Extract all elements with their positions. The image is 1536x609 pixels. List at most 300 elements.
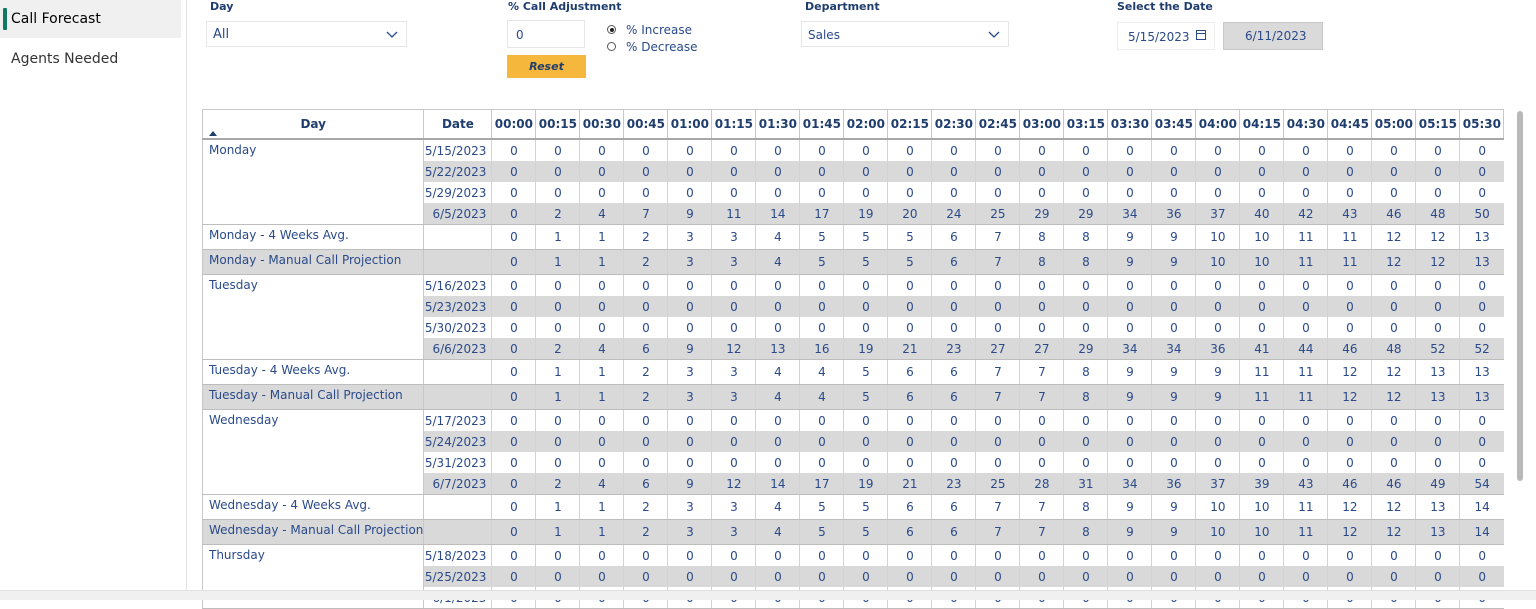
- date-cell: [424, 250, 492, 275]
- value-cell: 0: [1416, 545, 1460, 567]
- value-cell: 3: [668, 495, 712, 520]
- column-header-time[interactable]: 01:30: [756, 110, 800, 140]
- nav-item-agents-needed[interactable]: [0, 40, 181, 78]
- value-cell: 0: [756, 139, 800, 161]
- column-header-time[interactable]: 01:45: [800, 110, 844, 140]
- value-cell: 0: [932, 161, 976, 182]
- value-cell: 6: [932, 360, 976, 385]
- day-filter-label: Day: [210, 0, 234, 13]
- end-date-input[interactable]: [1223, 22, 1323, 50]
- value-cell: 0: [1460, 410, 1504, 432]
- column-header-time[interactable]: 04:30: [1284, 110, 1328, 140]
- value-cell: 0: [580, 431, 624, 452]
- value-cell: 0: [492, 296, 536, 317]
- table-row: [203, 225, 1504, 250]
- value-cell: 0: [1108, 452, 1152, 473]
- column-header-time[interactable]: 05:30: [1460, 110, 1504, 140]
- value-cell: 7: [976, 250, 1020, 275]
- date-cell: [424, 225, 492, 250]
- value-cell: 23: [932, 338, 976, 360]
- value-cell: 12: [1328, 520, 1372, 545]
- value-cell: 25: [976, 473, 1020, 495]
- date-cell: 5/23/2023: [424, 296, 492, 317]
- value-cell: 0: [1284, 139, 1328, 161]
- value-cell: 0: [624, 566, 668, 587]
- value-cell: 0: [492, 250, 536, 275]
- value-cell: 0: [624, 452, 668, 473]
- value-cell: 0: [888, 139, 932, 161]
- value-cell: 1: [580, 520, 624, 545]
- value-cell: 6: [888, 360, 932, 385]
- value-cell: 0: [712, 566, 756, 587]
- value-cell: 0: [1460, 161, 1504, 182]
- value-cell: 0: [888, 182, 932, 203]
- column-header-date[interactable]: [424, 110, 492, 140]
- value-cell: 0: [932, 431, 976, 452]
- value-cell: 41: [1240, 338, 1284, 360]
- value-cell: 0: [1372, 182, 1416, 203]
- value-cell: 29: [1020, 203, 1064, 225]
- value-cell: 0: [492, 139, 536, 161]
- value-cell: 5: [800, 225, 844, 250]
- value-cell: 46: [1372, 203, 1416, 225]
- value-cell: 10: [1196, 520, 1240, 545]
- value-cell: 0: [536, 410, 580, 432]
- value-cell: 0: [580, 410, 624, 432]
- day-cell: Tuesday - Manual Call Projection: [203, 385, 424, 410]
- value-cell: 13: [1416, 495, 1460, 520]
- value-cell: 0: [1328, 139, 1372, 161]
- value-cell: 0: [888, 545, 932, 567]
- value-cell: 12: [1372, 520, 1416, 545]
- value-cell: 0: [624, 317, 668, 338]
- value-cell: 9: [1196, 385, 1240, 410]
- value-cell: 0: [1108, 431, 1152, 452]
- value-cell: 0: [1108, 182, 1152, 203]
- value-cell: 0: [1372, 452, 1416, 473]
- value-cell: 40: [1240, 203, 1284, 225]
- value-cell: 0: [1284, 275, 1328, 297]
- column-header-time[interactable]: 03:15: [1064, 110, 1108, 140]
- value-cell: 0: [668, 275, 712, 297]
- value-cell: 0: [844, 452, 888, 473]
- value-cell: 0: [976, 431, 1020, 452]
- value-cell: 0: [1240, 139, 1284, 161]
- value-cell: 7: [1020, 385, 1064, 410]
- value-cell: 0: [492, 452, 536, 473]
- date-filter-label: Select the Date: [1117, 0, 1213, 13]
- value-cell: 10: [1240, 520, 1284, 545]
- value-cell: 2: [536, 338, 580, 360]
- value-cell: 8: [1020, 225, 1064, 250]
- value-cell: 0: [756, 431, 800, 452]
- value-cell: 0: [1152, 431, 1196, 452]
- value-cell: 8: [1020, 250, 1064, 275]
- value-cell: 0: [756, 275, 800, 297]
- value-cell: 0: [888, 317, 932, 338]
- value-cell: 9: [668, 473, 712, 495]
- value-cell: 0: [1020, 296, 1064, 317]
- column-header-time[interactable]: 04:00: [1196, 110, 1240, 140]
- value-cell: 4: [756, 225, 800, 250]
- value-cell: 0: [756, 545, 800, 567]
- decrease-radio-label: % Decrease: [626, 40, 698, 54]
- value-cell: 0: [492, 203, 536, 225]
- value-cell: 0: [1020, 566, 1064, 587]
- value-cell: 0: [976, 317, 1020, 338]
- value-cell: 0: [1240, 182, 1284, 203]
- value-cell: 0: [1196, 431, 1240, 452]
- sort-ascending-icon: [209, 131, 217, 136]
- value-cell: 0: [932, 275, 976, 297]
- scrollbar-thumb[interactable]: [1517, 111, 1523, 481]
- value-cell: 14: [1460, 495, 1504, 520]
- forecast-table-container: [202, 109, 1515, 590]
- value-cell: 0: [800, 317, 844, 338]
- reset-button[interactable]: Reset: [507, 55, 586, 78]
- value-cell: 0: [1372, 410, 1416, 432]
- value-cell: 0: [800, 452, 844, 473]
- value-cell: 11: [1328, 250, 1372, 275]
- value-cell: 13: [1460, 360, 1504, 385]
- value-cell: 0: [1064, 139, 1108, 161]
- column-header-time[interactable]: 00:15: [536, 110, 580, 140]
- column-header-time[interactable]: 05:00: [1372, 110, 1416, 140]
- value-cell: 0: [536, 139, 580, 161]
- value-cell: 11: [1240, 360, 1284, 385]
- value-cell: 0: [932, 139, 976, 161]
- column-header-time[interactable]: 02:45: [976, 110, 1020, 140]
- value-cell: 0: [976, 566, 1020, 587]
- value-cell: 6: [932, 520, 976, 545]
- value-cell: 11: [1284, 250, 1328, 275]
- value-cell: 1: [580, 385, 624, 410]
- value-cell: 4: [580, 473, 624, 495]
- value-cell: 0: [800, 161, 844, 182]
- value-cell: 4: [580, 203, 624, 225]
- value-cell: 20: [888, 203, 932, 225]
- value-cell: 0: [580, 317, 624, 338]
- value-cell: 7: [1020, 520, 1064, 545]
- value-cell: 0: [580, 139, 624, 161]
- value-cell: 12: [1372, 495, 1416, 520]
- value-cell: 0: [492, 545, 536, 567]
- column-header-day-label: Day: [300, 117, 326, 131]
- value-cell: 0: [1108, 317, 1152, 338]
- value-cell: 0: [844, 161, 888, 182]
- value-cell: 0: [800, 410, 844, 432]
- value-cell: 3: [668, 385, 712, 410]
- value-cell: 0: [1328, 566, 1372, 587]
- value-cell: 52: [1416, 338, 1460, 360]
- value-cell: 36: [1152, 473, 1196, 495]
- value-cell: 0: [888, 275, 932, 297]
- value-cell: 9: [1152, 360, 1196, 385]
- column-header-time[interactable]: 03:00: [1020, 110, 1064, 140]
- value-cell: 0: [1372, 431, 1416, 452]
- value-cell: 0: [1152, 545, 1196, 567]
- value-cell: 0: [668, 566, 712, 587]
- call-adjustment-label: % Call Adjustment: [508, 0, 622, 13]
- value-cell: 0: [1372, 161, 1416, 182]
- value-cell: 0: [932, 317, 976, 338]
- value-cell: 10: [1196, 250, 1240, 275]
- value-cell: 46: [1328, 338, 1372, 360]
- date-cell: [424, 360, 492, 385]
- value-cell: 0: [1240, 275, 1284, 297]
- value-cell: 6: [932, 385, 976, 410]
- calendar-icon[interactable]: [1196, 30, 1206, 40]
- value-cell: 0: [492, 410, 536, 432]
- nav-item-label: Agents Needed: [11, 51, 119, 67]
- date-cell: 5/18/2023: [424, 545, 492, 567]
- department-dropdown[interactable]: [801, 21, 1009, 47]
- column-header-time[interactable]: 02:00: [844, 110, 888, 140]
- call-adjustment-input[interactable]: [507, 20, 585, 48]
- table-row: [203, 495, 1504, 520]
- value-cell: 0: [1108, 275, 1152, 297]
- value-cell: 8: [1064, 520, 1108, 545]
- column-header-time[interactable]: 02:15: [888, 110, 932, 140]
- value-cell: 0: [1240, 410, 1284, 432]
- chevron-down-icon: [386, 31, 398, 38]
- value-cell: 12: [1372, 225, 1416, 250]
- value-cell: 0: [756, 161, 800, 182]
- value-cell: 21: [888, 338, 932, 360]
- value-cell: 0: [1240, 317, 1284, 338]
- value-cell: 7: [976, 520, 1020, 545]
- value-cell: 0: [1152, 566, 1196, 587]
- value-cell: 0: [1020, 452, 1064, 473]
- value-cell: 0: [1064, 161, 1108, 182]
- value-cell: 0: [800, 296, 844, 317]
- decrease-radio[interactable]: [607, 42, 616, 51]
- column-header-time[interactable]: 03:30: [1108, 110, 1152, 140]
- value-cell: 0: [1108, 139, 1152, 161]
- value-cell: 11: [1284, 225, 1328, 250]
- department-dropdown-value: Sales: [808, 28, 840, 42]
- value-cell: 0: [888, 296, 932, 317]
- value-cell: 3: [712, 495, 756, 520]
- value-cell: 4: [800, 385, 844, 410]
- day-dropdown[interactable]: [206, 21, 407, 47]
- day-dropdown-value: All: [213, 27, 230, 42]
- value-cell: 0: [712, 182, 756, 203]
- value-cell: 4: [756, 385, 800, 410]
- value-cell: 8: [1064, 360, 1108, 385]
- value-cell: 0: [1328, 452, 1372, 473]
- value-cell: 9: [1108, 495, 1152, 520]
- value-cell: 0: [492, 225, 536, 250]
- value-cell: 0: [1416, 410, 1460, 432]
- value-cell: 0: [1064, 566, 1108, 587]
- value-cell: 0: [976, 452, 1020, 473]
- value-cell: 0: [536, 452, 580, 473]
- value-cell: 0: [668, 296, 712, 317]
- value-cell: 9: [668, 203, 712, 225]
- value-cell: 0: [1108, 545, 1152, 567]
- table-row: [203, 275, 1504, 297]
- date-cell: 5/22/2023: [424, 161, 492, 182]
- value-cell: 0: [624, 296, 668, 317]
- value-cell: 0: [1284, 431, 1328, 452]
- value-cell: 5: [844, 520, 888, 545]
- value-cell: 43: [1328, 203, 1372, 225]
- column-header-time[interactable]: 05:15: [1416, 110, 1460, 140]
- value-cell: 0: [932, 182, 976, 203]
- value-cell: 0: [668, 139, 712, 161]
- day-cell: Monday - 4 Weeks Avg.: [203, 225, 424, 250]
- value-cell: 23: [932, 473, 976, 495]
- value-cell: 0: [536, 275, 580, 297]
- day-cell: Monday - Manual Call Projection: [203, 250, 424, 275]
- column-header-time[interactable]: 03:45: [1152, 110, 1196, 140]
- value-cell: 5: [800, 520, 844, 545]
- value-cell: 9: [1152, 225, 1196, 250]
- value-cell: 0: [1328, 161, 1372, 182]
- value-cell: 10: [1240, 250, 1284, 275]
- value-cell: 11: [1240, 385, 1284, 410]
- value-cell: 0: [1108, 161, 1152, 182]
- date-cell: [424, 520, 492, 545]
- value-cell: 6: [932, 250, 976, 275]
- value-cell: 0: [1284, 296, 1328, 317]
- value-cell: 0: [1416, 161, 1460, 182]
- value-cell: 13: [756, 338, 800, 360]
- value-cell: 0: [756, 566, 800, 587]
- value-cell: 0: [1240, 431, 1284, 452]
- value-cell: 13: [1460, 385, 1504, 410]
- column-header-time[interactable]: 04:45: [1328, 110, 1372, 140]
- value-cell: 0: [1328, 545, 1372, 567]
- value-cell: 13: [1460, 250, 1504, 275]
- column-header-time[interactable]: 04:15: [1240, 110, 1284, 140]
- value-cell: 0: [1460, 317, 1504, 338]
- value-cell: 0: [844, 566, 888, 587]
- value-cell: 0: [756, 182, 800, 203]
- value-cell: 0: [1020, 545, 1064, 567]
- value-cell: 4: [756, 520, 800, 545]
- value-cell: 10: [1196, 495, 1240, 520]
- date-cell: 5/29/2023: [424, 182, 492, 203]
- value-cell: 0: [932, 296, 976, 317]
- value-cell: 0: [976, 139, 1020, 161]
- value-cell: 0: [1328, 275, 1372, 297]
- value-cell: 0: [712, 431, 756, 452]
- value-cell: 0: [800, 431, 844, 452]
- column-header-time[interactable]: 00:30: [580, 110, 624, 140]
- value-cell: 0: [1460, 139, 1504, 161]
- value-cell: 0: [1372, 566, 1416, 587]
- value-cell: 0: [492, 360, 536, 385]
- column-header-time[interactable]: 01:15: [712, 110, 756, 140]
- value-cell: 5: [888, 250, 932, 275]
- value-cell: 0: [1020, 182, 1064, 203]
- column-header-time[interactable]: 02:30: [932, 110, 976, 140]
- value-cell: 12: [712, 473, 756, 495]
- table-vertical-scrollbar[interactable]: [1516, 109, 1524, 590]
- column-header-time[interactable]: 01:00: [668, 110, 712, 140]
- value-cell: 0: [888, 161, 932, 182]
- value-cell: 0: [1064, 317, 1108, 338]
- value-cell: 0: [1416, 296, 1460, 317]
- value-cell: 5: [844, 225, 888, 250]
- value-cell: 0: [1416, 139, 1460, 161]
- date-cell: [424, 385, 492, 410]
- value-cell: 0: [976, 275, 1020, 297]
- value-cell: 3: [668, 520, 712, 545]
- value-cell: 2: [624, 385, 668, 410]
- value-cell: 36: [1196, 338, 1240, 360]
- value-cell: 0: [1196, 161, 1240, 182]
- value-cell: 0: [1196, 317, 1240, 338]
- value-cell: 9: [1152, 385, 1196, 410]
- value-cell: 43: [1284, 473, 1328, 495]
- value-cell: 3: [712, 250, 756, 275]
- value-cell: 0: [580, 566, 624, 587]
- column-header-day[interactable]: [203, 110, 424, 140]
- day-cell: Wednesday - 4 Weeks Avg.: [203, 495, 424, 520]
- value-cell: 0: [844, 545, 888, 567]
- value-cell: 0: [492, 431, 536, 452]
- value-cell: 14: [756, 473, 800, 495]
- increase-radio[interactable]: [607, 25, 616, 34]
- value-cell: 1: [580, 360, 624, 385]
- value-cell: 5: [800, 495, 844, 520]
- value-cell: 0: [1196, 566, 1240, 587]
- start-date-input[interactable]: [1117, 22, 1215, 50]
- value-cell: 6: [888, 385, 932, 410]
- value-cell: 1: [536, 225, 580, 250]
- nav-item-label: Call Forecast: [11, 11, 101, 27]
- column-header-time[interactable]: 00:00: [492, 110, 536, 140]
- value-cell: 13: [1416, 520, 1460, 545]
- value-cell: 0: [976, 161, 1020, 182]
- value-cell: 52: [1460, 338, 1504, 360]
- value-cell: 0: [844, 317, 888, 338]
- value-cell: 0: [668, 161, 712, 182]
- value-cell: 1: [536, 495, 580, 520]
- column-header-time[interactable]: 00:45: [624, 110, 668, 140]
- value-cell: 3: [668, 250, 712, 275]
- date-cell: 5/17/2023: [424, 410, 492, 432]
- value-cell: 12: [1328, 360, 1372, 385]
- value-cell: 14: [1460, 520, 1504, 545]
- value-cell: 0: [1416, 452, 1460, 473]
- value-cell: 0: [932, 566, 976, 587]
- day-cell: Wednesday - Manual Call Projection: [203, 520, 424, 545]
- value-cell: 39: [1240, 473, 1284, 495]
- value-cell: 0: [844, 182, 888, 203]
- date-cell: [424, 495, 492, 520]
- nav-item-call-forecast[interactable]: [0, 0, 181, 38]
- value-cell: 8: [1064, 495, 1108, 520]
- value-cell: 0: [1416, 317, 1460, 338]
- value-cell: 12: [1372, 385, 1416, 410]
- value-cell: 29: [1064, 338, 1108, 360]
- value-cell: 0: [844, 410, 888, 432]
- value-cell: 14: [756, 203, 800, 225]
- value-cell: 0: [1284, 410, 1328, 432]
- value-cell: 9: [1108, 385, 1152, 410]
- value-cell: 5: [844, 385, 888, 410]
- value-cell: 0: [800, 275, 844, 297]
- value-cell: 4: [756, 250, 800, 275]
- value-cell: 5: [844, 250, 888, 275]
- value-cell: 0: [1460, 182, 1504, 203]
- value-cell: 0: [756, 452, 800, 473]
- value-cell: 11: [1284, 385, 1328, 410]
